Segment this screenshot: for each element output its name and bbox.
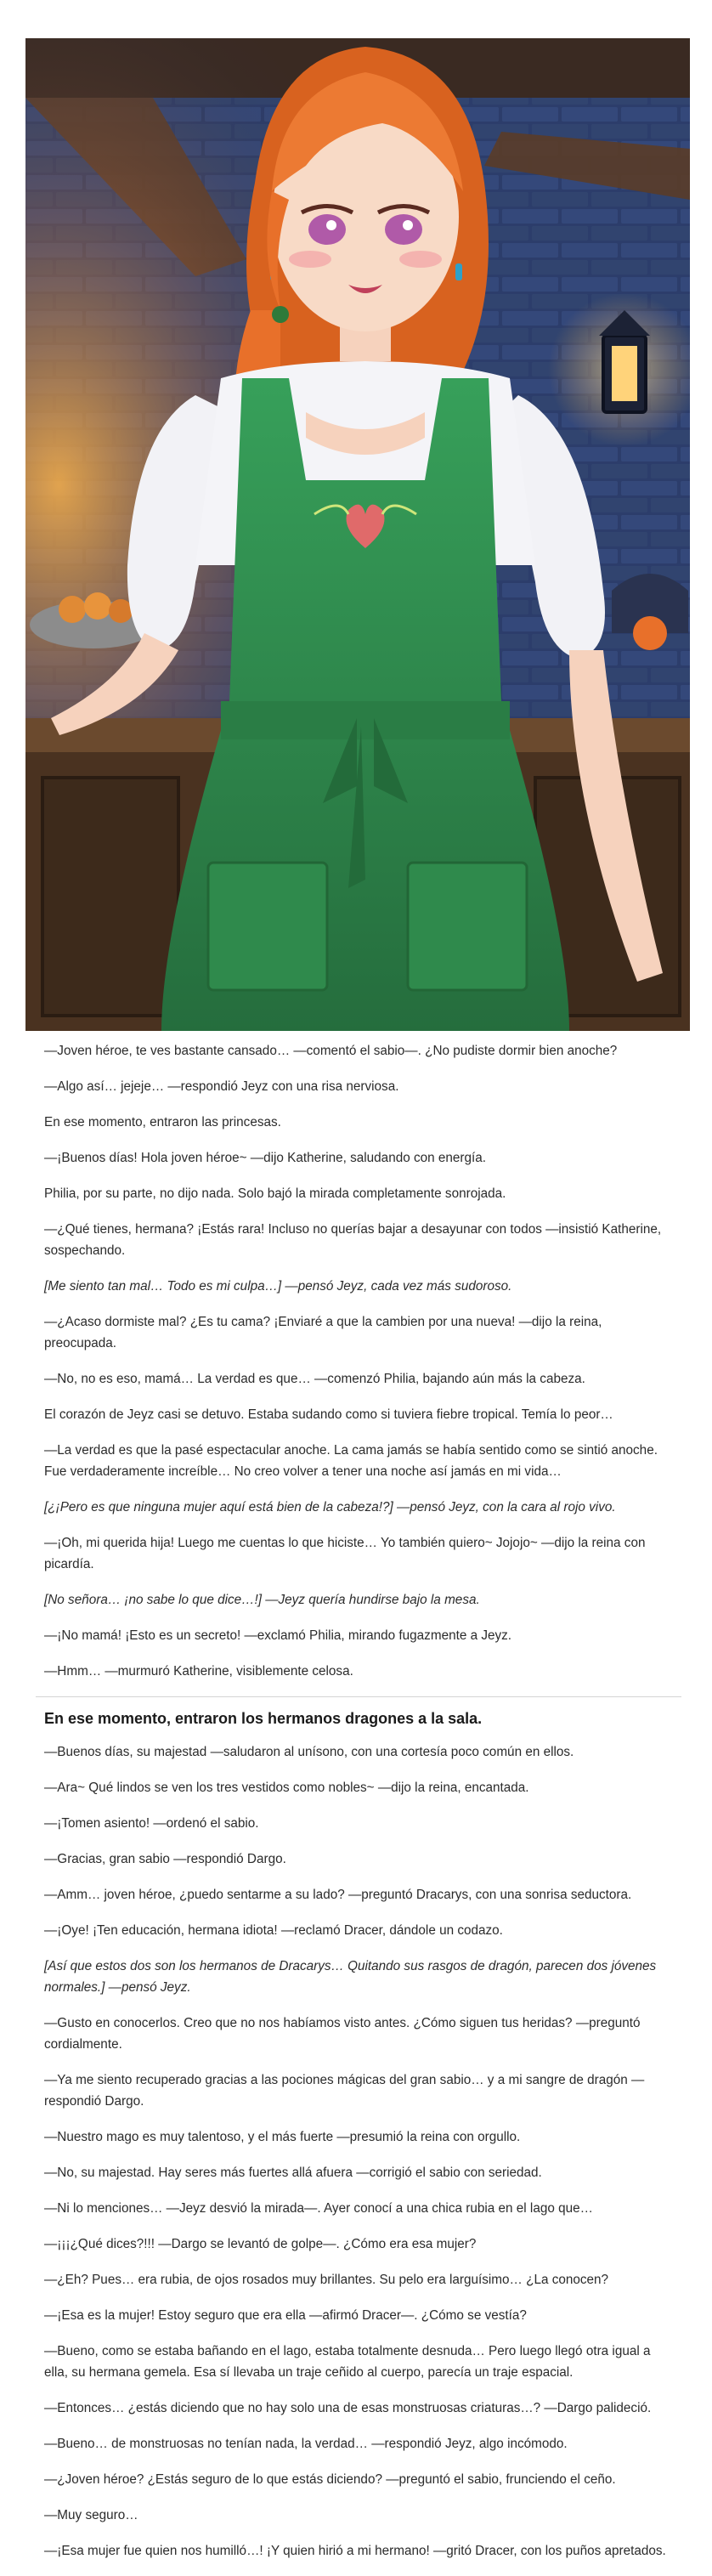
story-paragraph: El corazón de Jeyz casi se detuvo. Estaba sudando como si tuviera fiebre tropical. Temía lo peor… [44,1407,613,1422]
thought-paragraph: [Me siento tan mal… Todo es mi culpa…] —pensó Jeyz, cada vez más sudoroso. [44,1279,512,1294]
story-paragraph: —Entonces… ¿estás diciendo que no hay solo una de esas monstruosas criaturas…? —Dargo palideció. [44,2401,652,2415]
story-paragraph: —Ara~ Qué lindos se ven los tres vestidos como nobles~ —dijo la reina, encantada. [44,1781,529,1795]
story-paragraph: —Algo así… jejeje… —respondió Jeyz con una risa nerviosa. [44,1079,399,1094]
story-paragraph: —Ya me siento recuperado gracias a las pociones mágicas del gran sabio… y a mi sangre de dragón —respondió Dargo. [44,2073,645,2109]
story-paragraph: —¿Eh? Pues… era rubia, de ojos rosados muy brillantes. Su pelo era larguísimo… ¿La conocen? [44,2273,609,2287]
story-paragraph: —¡Oye! ¡Ten educación, hermana idiota! —reclamó Dracer, dándole un codazo. [44,1923,503,1938]
thought-paragraph: [¿¡Pero es que ninguna mujer aquí está bien de la cabeza!?] —pensó Jeyz, con la cara al rojo vivo. [44,1500,616,1514]
story-paragraph: —¡Esa mujer fue quien nos humilló…! ¡Y quien hirió a mi hermano! —gritó Dracer, con los puños apretados. [44,2544,666,2558]
story-paragraph: —Joven héroe, te ves bastante cansado… —comentó el sabio—. ¿No pudiste dormir bien anoche? [44,1044,618,1058]
chapter-illustration [25,38,690,1031]
story-paragraph: —¡Tomen asiento! —ordenó el sabio. [44,1816,259,1831]
story-paragraph: —Gusto en conocerlos. Creo que no nos habíamos visto antes. ¿Cómo siguen tus heridas? —preguntó cordialmente. [44,2016,641,2052]
story-paragraph: —Muy seguro… [44,2508,138,2522]
thought-paragraph: [Así que estos dos son los hermanos de Dracarys… Quitando sus rasgos de dragón, parecen dos jóvenes normales.] —pensó Jeyz. [44,1959,657,1995]
story-paragraph: —¡¡¡¿Qué dices?!!! —Dargo se levantó de golpe—. ¿Cómo era esa mujer? [44,2237,477,2251]
thought-paragraph: [No señora… ¡no sabe lo que dice…!] —Jeyz quería hundirse bajo la mesa. [44,1593,480,1607]
story-paragraph: —¿Acaso dormiste mal? ¿Es tu cama? ¡Enviaré a que la cambien por una nueva! —dijo la reina, preocupada. [44,1315,602,1350]
story-paragraph: —¡Esa es la mujer! Estoy seguro que era ella —afirmó Dracer—. ¿Cómo se vestía? [44,2308,527,2323]
story-paragraph: —Amm… joven héroe, ¿puedo sentarme a su lado? —preguntó Dracarys, con una sonrisa seductora. [44,1888,632,1902]
story-paragraph: —Gracias, gran sabio —respondió Dargo. [44,1852,286,1866]
story-paragraph: —Ni lo menciones… —Jeyz desvió la mirada—. Ayer conocí a una chica rubia en el lago que… [44,2201,593,2216]
story-paragraph: —Bueno… de monstruosas no tenían nada, la verdad… —respondió Jeyz, algo incómodo. [44,2437,568,2451]
story-section-2 [44,1741,673,2562]
story-paragraph: —Nuestro mago es muy talentoso, y el más fuerte —presumió la reina con orgullo. [44,2130,521,2144]
story-section-1 [44,1040,673,1682]
story-paragraph: —¡No mamá! ¡Esto es un secreto! —exclamó Philia, mirando fugazmente a Jeyz. [44,1628,512,1643]
section-divider [36,1696,681,1697]
story-paragraph: —Hmm… —murmuró Katherine, visiblemente celosa. [44,1664,353,1679]
story-paragraph: —Bueno, como se estaba bañando en el lago, estaba totalmente desnuda… Pero luego llegó otra igual a ella, su hermana gemela. Esa sí llevaba un traje ceñido al cuerpo, parecía un traje espacial. [44,2344,651,2380]
story-paragraph: Philia, por su parte, no dijo nada. Solo bajó la mirada completamente sonrojada. [44,1186,506,1201]
story-paragraph: —No, su majestad. Hay seres más fuertes allá afuera —corrigió el sabio con seriedad. [44,2166,542,2180]
illustration-art [25,38,690,1031]
story-paragraph: —¿Qué tienes, hermana? ¡Estás rara! Incluso no querías bajar a desayunar con todos —insistió Katherine, sospechando. [44,1222,662,1258]
story-paragraph: —¡Oh, mi querida hija! Luego me cuentas lo que hiciste… Yo también quiero~ Jojojo~ —dijo la reina con picardía. [44,1536,646,1571]
story-paragraph: —¿Joven héroe? ¿Estás seguro de lo que estás diciendo? —preguntó el sabio, frunciendo el ceño. [44,2472,616,2487]
story-paragraph: En ese momento, entraron las princesas. [44,1115,281,1129]
section-heading: En ese momento, entraron los hermanos dragones a la sala. [44,1710,483,1727]
story-paragraph: —¡Buenos días! Hola joven héroe~ —dijo Katherine, saludando con energía. [44,1151,487,1165]
story-text [44,1040,673,2576]
story-paragraph: —No, no es eso, mamá… La verdad es que… —comenzó Philia, bajando aún más la cabeza. [44,1372,585,1386]
story-paragraph: —Buenos días, su majestad —saludaron al unísono, con una cortesía poco común en ellos. [44,1745,574,1759]
story-paragraph: —La verdad es que la pasé espectacular anoche. La cama jamás se había sentido como se sintió anoche. Fue verdaderamente increíble… No creo volver a tener una noche así jamás en mi vida… [44,1443,658,1479]
